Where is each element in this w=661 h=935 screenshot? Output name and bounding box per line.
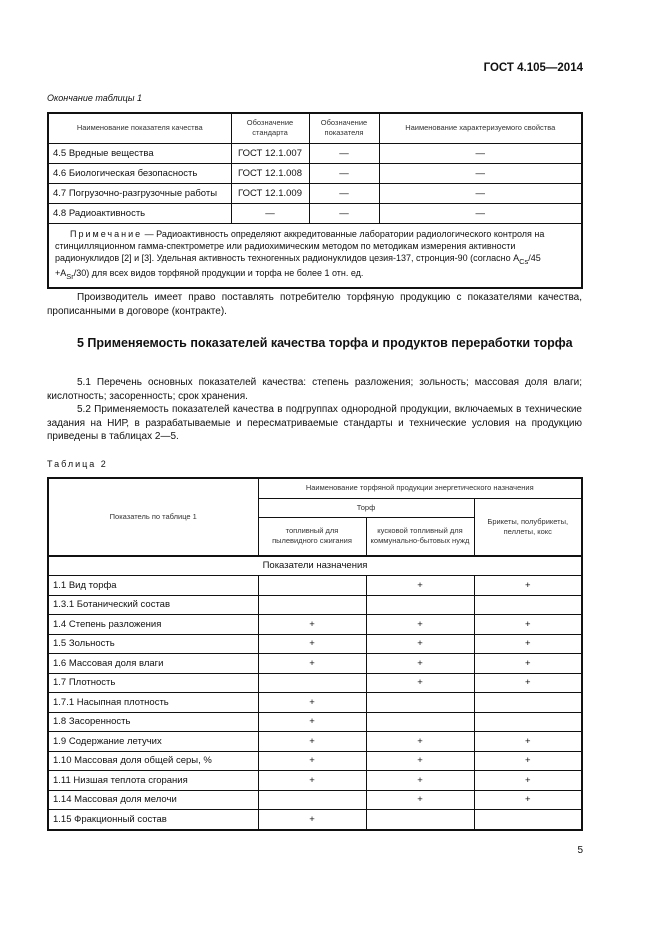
table-cell: — — [309, 183, 379, 203]
table-cell — [474, 693, 582, 713]
table-cell: — — [379, 183, 582, 203]
table-cell: + — [258, 751, 366, 771]
table-cell: + — [474, 771, 582, 791]
table-cell: 1.9 Содержание летучих — [48, 732, 258, 752]
table-cell: + — [366, 771, 474, 791]
table-2 — [47, 477, 583, 831]
table-row — [48, 751, 582, 771]
note-text: — Радиоактивность определяют аккредитованные лаборатории радиологического контроля на стинцилляционном гамма-спектрометре или радиохимическим методом по методикам измерения активности радионуклидов [2] и [3]. Удельная активность техногенных радионуклидов цезия-137, стронция-90 (согласно A — [55, 228, 545, 263]
table-cell: 1.5 Зольность — [48, 634, 258, 654]
table-cell: 1.8 Засоренность — [48, 712, 258, 732]
table-cell — [366, 712, 474, 732]
table-row — [48, 595, 582, 615]
table-cell: + — [366, 673, 474, 693]
table-cell: + — [258, 615, 366, 635]
table2-caption: Таблица 2 — [47, 459, 108, 469]
table-cell: + — [366, 615, 474, 635]
table-cell: + — [474, 615, 582, 635]
table-cell: 1.14 Массовая доля мелочи — [48, 790, 258, 810]
document-header: ГОСТ 4.105—2014 — [483, 62, 583, 74]
table-cell — [258, 790, 366, 810]
table-1 — [47, 112, 583, 289]
table-cell: + — [258, 634, 366, 654]
table-row — [48, 712, 582, 732]
table-row — [48, 693, 582, 713]
table-row — [48, 790, 582, 810]
table-cell: 4.5 Вредные вещества — [48, 143, 231, 163]
table-cell: ГОСТ 12.1.009 — [231, 183, 309, 203]
table-cell: 1.4 Степень разложения — [48, 615, 258, 635]
note-sub: Sr — [66, 272, 74, 282]
table-cell: ГОСТ 12.1.008 — [231, 163, 309, 183]
table-cell: + — [366, 732, 474, 752]
table1-caption: Окончание таблицы 1 — [47, 93, 142, 103]
table1-header: Наименование показателя качества — [48, 113, 231, 143]
table-cell: + — [366, 576, 474, 596]
table-cell: — — [379, 143, 582, 163]
table-cell — [258, 576, 366, 596]
table-cell: 1.15 Фракционный состав — [48, 810, 258, 830]
table-row — [48, 143, 582, 163]
table-cell: 4.8 Радиоактивность — [48, 203, 231, 223]
table-row — [48, 732, 582, 752]
table-cell — [366, 595, 474, 615]
table-cell — [258, 595, 366, 615]
table-cell: — — [231, 203, 309, 223]
note-label: Примечание — [70, 228, 143, 239]
table-cell — [366, 810, 474, 830]
table-row — [48, 634, 582, 654]
table-cell: + — [258, 732, 366, 752]
note-text: /30) для всех видов торфяной продукции и торфа не более 1 отн. ед. — [73, 268, 364, 279]
table-cell: 1.6 Массовая доля влаги — [48, 654, 258, 674]
table1-header: Обозначение показателя — [309, 113, 379, 143]
table-cell: + — [366, 654, 474, 674]
table-cell: + — [258, 693, 366, 713]
table-cell — [258, 673, 366, 693]
note-sub: Cs — [519, 256, 529, 266]
table2-header: кусковой топливный для коммунально-бытовых нужд — [366, 518, 474, 556]
table-row — [48, 183, 582, 203]
table-cell: + — [366, 751, 474, 771]
note-text: /45 +A — [55, 252, 541, 279]
table-cell: 1.7.1 Насыпная плотность — [48, 693, 258, 713]
table-cell: + — [474, 751, 582, 771]
table-cell: 4.6 Биологическая безопасность — [48, 163, 231, 183]
table-cell: + — [366, 790, 474, 810]
table-row — [48, 673, 582, 693]
table-cell: ГОСТ 12.1.007 — [231, 143, 309, 163]
table-row — [48, 576, 582, 596]
table2-group-row: Показатели назначения — [48, 556, 582, 576]
table-cell: + — [366, 634, 474, 654]
table-cell: + — [474, 576, 582, 596]
table-cell — [474, 810, 582, 830]
table-cell: + — [474, 654, 582, 674]
table2-header: Наименование торфяной продукции энергетического назначения — [258, 478, 582, 498]
table-cell: — — [309, 143, 379, 163]
table-cell: + — [474, 732, 582, 752]
table-cell — [474, 712, 582, 732]
table2-header: Брикеты, полубрикеты, пеллеты, кокс — [474, 498, 582, 556]
table1-header: Обозначение стандарта — [231, 113, 309, 143]
paragraph: 5.2 Применяемость показателей качества в подгруппах однородной продукции, включаемых в технические задания на НИР, в разрабатываемые и пересматриваемые стандарты и технические условия на продукцию приведены в таблицах 2—5. — [47, 404, 582, 442]
table-cell: 1.10 Массовая доля общей серы, % — [48, 751, 258, 771]
page-number: 5 — [577, 845, 583, 856]
table-cell: + — [474, 634, 582, 654]
table-cell: — — [379, 203, 582, 223]
paragraph: 5.1 Перечень основных показателей качества: степень разложения; зольность; массовая доля влаги; кислотность; засоренность; срок хранения. — [47, 377, 582, 402]
table1-header: Наименование характеризуемого свойства — [379, 113, 582, 143]
table2-header: Показатель по таблице 1 — [48, 478, 258, 556]
table-cell: — — [309, 203, 379, 223]
table-row — [48, 810, 582, 830]
table-cell: 1.11 Низшая теплота сгорания — [48, 771, 258, 791]
table-cell: + — [258, 810, 366, 830]
section-title: 5 Применяемость показателей качества торфа и продуктов переработки торфа — [77, 336, 573, 350]
table-row — [48, 654, 582, 674]
table-row — [48, 771, 582, 791]
table-cell: 1.1 Вид торфа — [48, 576, 258, 596]
table-row — [48, 615, 582, 635]
table-cell: 4.7 Погрузочно-разгрузочные работы — [48, 183, 231, 203]
table-cell: — — [309, 163, 379, 183]
table-cell: + — [474, 790, 582, 810]
table2-header: Торф — [258, 498, 474, 518]
table-cell: 1.3.1 Ботанический состав — [48, 595, 258, 615]
table-cell: + — [258, 654, 366, 674]
table-cell: + — [258, 712, 366, 732]
table-row — [48, 163, 582, 183]
table1-note — [48, 223, 582, 288]
table-cell: — — [379, 163, 582, 183]
table-cell: 1.7 Плотность — [48, 673, 258, 693]
table-cell — [366, 693, 474, 713]
table-cell: + — [474, 673, 582, 693]
paragraph: Производитель имеет право поставлять потребителю торфяную продукцию с показателями качества, прописанными в договоре (контракте). — [47, 292, 582, 317]
table2-header: топливный для пылевидного сжигания — [258, 518, 366, 556]
table-row — [48, 203, 582, 223]
table-cell: + — [258, 771, 366, 791]
table-cell — [474, 595, 582, 615]
